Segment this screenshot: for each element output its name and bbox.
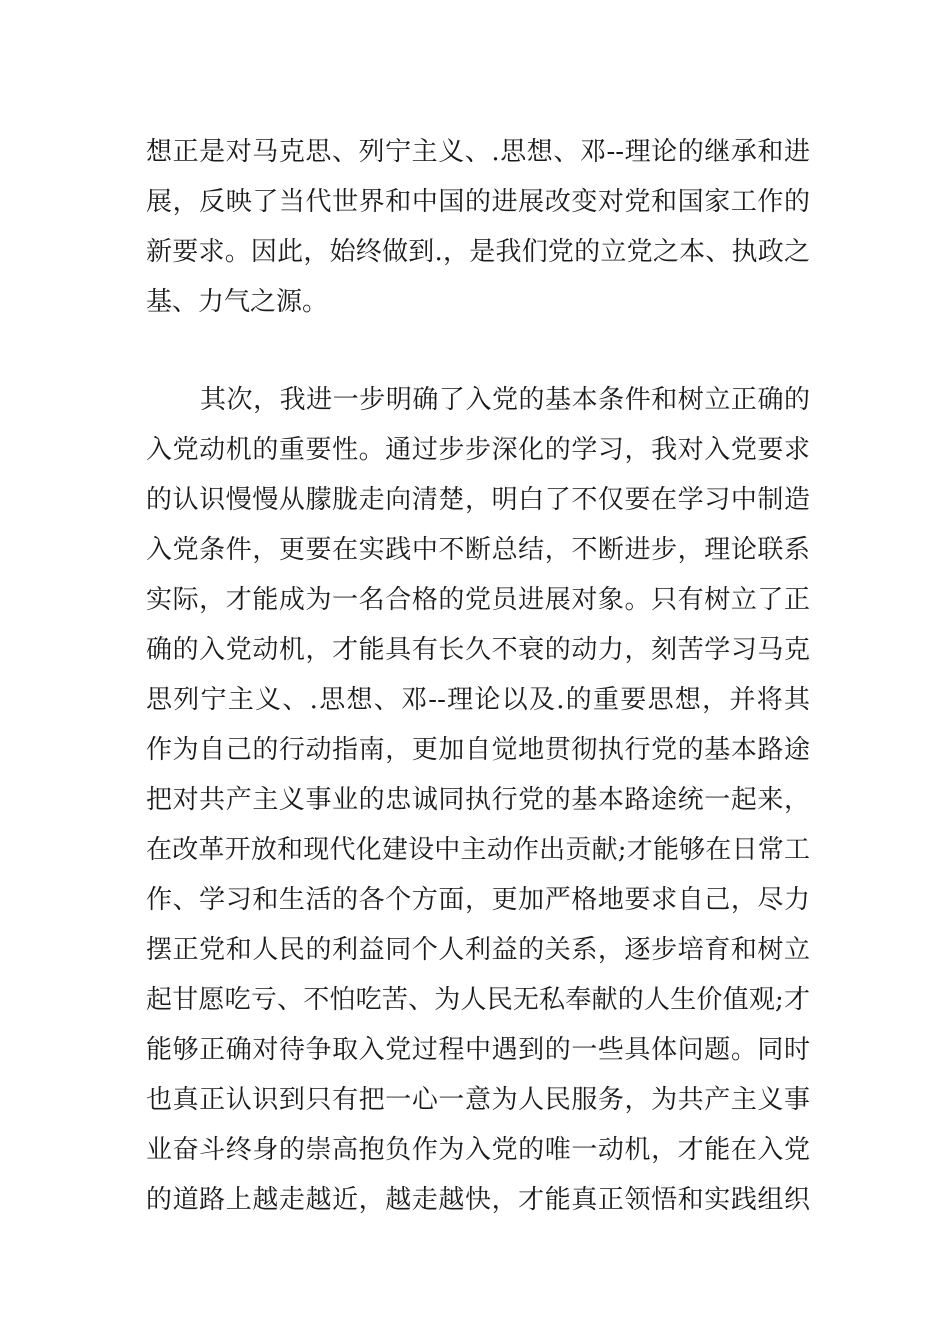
text-line: 实际，才能成为一名合格的党员进展对象。只有树立了正	[146, 585, 810, 615]
text-line: 的道路上越走越近，越走越快，才能真正领悟和实践组织	[146, 1185, 810, 1215]
text-line: 摆正党和人民的利益同个人利益的关系，逐步培育和树立	[146, 935, 810, 965]
text-line: 能够正确对待争取入党过程中遇到的一些具体问题。同时	[146, 1035, 810, 1065]
text-line: 基、力气之源。	[146, 287, 329, 317]
text-line: 起甘愿吃亏、不怕吃苦、为人民无私奉献的人生价值观;才	[146, 985, 810, 1015]
text-line: 思列宁主义、.思想、邓--理论以及.的重要思想，并将其	[146, 685, 810, 715]
text-line: 入党条件，更要在实践中不断总结，不断进步，理论联系	[146, 535, 810, 565]
text-line: 入党动机的重要性。通过步步深化的学习，我对入党要求	[146, 435, 810, 465]
text-line: 新要求。因此，始终做到.，是我们党的立党之本、执政之	[146, 237, 810, 267]
text-line: 把对共产主义事业的忠诚同执行党的基本路途统一起来，	[146, 785, 810, 815]
text-line: 展，反映了当代世界和中国的进展改变对党和国家工作的	[146, 187, 810, 217]
text-line: 作、学习和生活的各个方面，更加严格地要求自己，尽力	[146, 885, 810, 915]
text-line: 作为自己的行动指南，更加自觉地贯彻执行党的基本路途	[146, 735, 810, 765]
text-line: 在改革开放和现代化建设中主动作出贡献;才能够在日常工	[146, 835, 810, 865]
text-line: 的认识慢慢从朦胧走向清楚，明白了不仅要在学习中制造	[146, 485, 810, 515]
text-line: 业奋斗终身的崇高抱负作为入党的唯一动机，才能在入党	[146, 1135, 810, 1165]
text-line: 其次，我进一步明确了入党的基本条件和树立正确的	[200, 385, 810, 415]
text-line: 确的入党动机，才能具有长久不衰的动力，刻苦学习马克	[146, 635, 810, 665]
text-line: 也真正认识到只有把一心一意为人民服务，为共产主义事	[146, 1085, 810, 1115]
text-line: 想正是对马克思、列宁主义、.思想、邓--理论的继承和进	[146, 137, 810, 167]
